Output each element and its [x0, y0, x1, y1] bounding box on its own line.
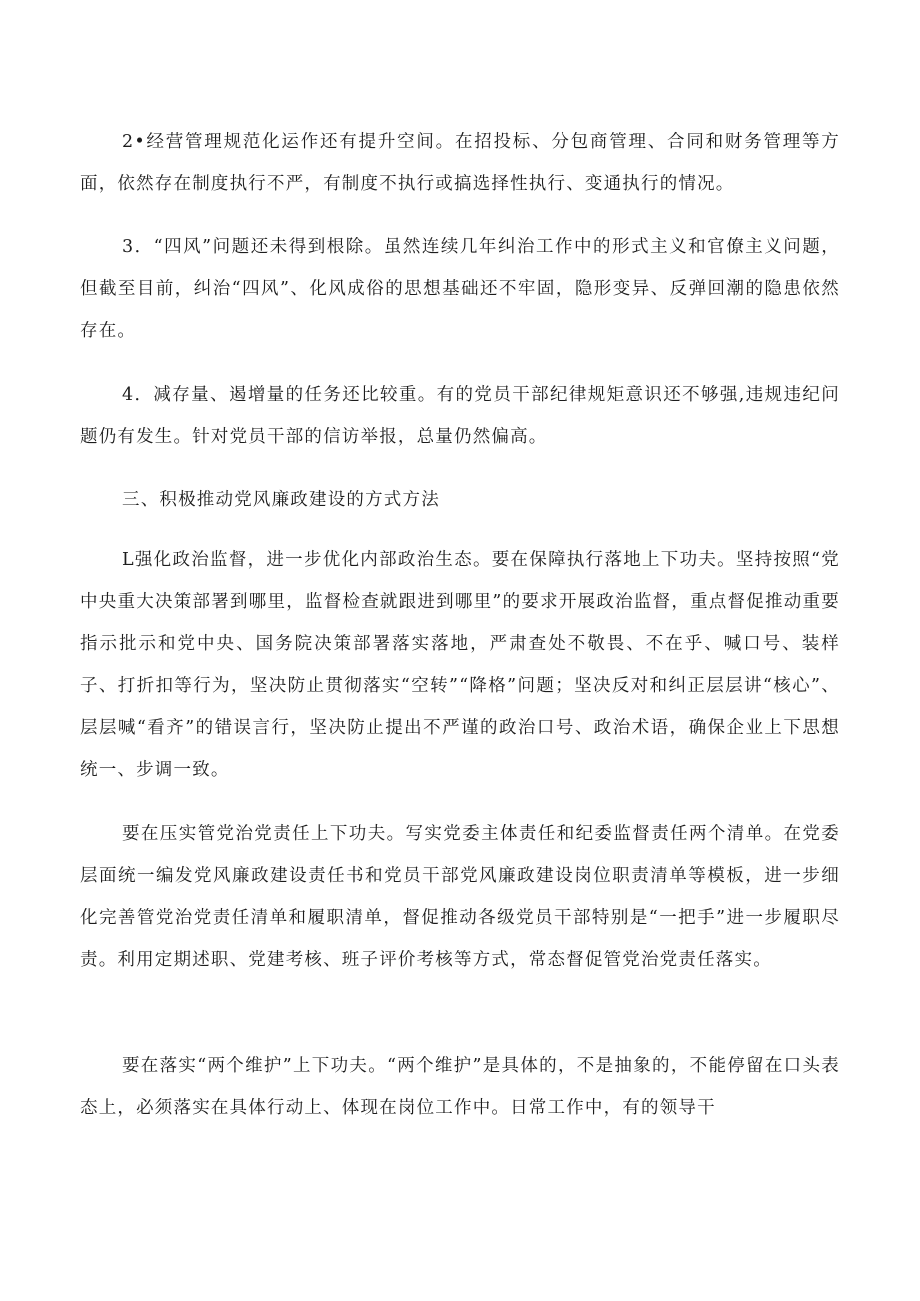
paragraph-political-supervision: L强化政治监督，进一步优化内部政治生态。要在保障执行落地上下功夫。坚持按照“党中央重大决策部署到哪里，监督检查就跟进到哪里”的要求开展政治监督，重点督促推动重要指示批示和党中央、国务院决策部署落实落地，严肃查处不敬畏、不在乎、喊口号、装样子、打折扣等行为，坚决防止贯彻落实“空转”“降格”问题；坚决反对和纠正层层讲“核心”、层层喊“看齐”的错误言行，坚决防止提出不严谨的政治口号、政治术语，确保企业上下思想统一、步调一致。: [80, 550, 840, 780]
paragraph-party-responsibility: 要在压实管党治党责任上下功夫。写实党委主体责任和纪委监督责任两个清单。在党委层面统一编发党风廉政建设责任书和党员干部党风廉政建设岗位职责清单等模板，进一步细化完善管党治党责任清单和履职清单，督促推动各级党员干部特别是“一把手”进一步履职尽责。利用定期述职、党建考核、班子评价考核等方式，常态督促管党治党责任落实。: [80, 824, 840, 970]
paragraph-business-management: 2•经营管理规范化运作还有提升空间。在招投标、分包商管理、合同和财务管理等方面，依然存在制度执行不严，有制度不执行或搞选择性执行、变通执行的情况。: [80, 132, 840, 194]
section-heading-methods: 三、积极推动党风廉政建设的方式方法: [122, 490, 440, 510]
paragraph-reduce-stock: 4．减存量、遏增量的任务还比较重。有的党员干部纪律规矩意识还不够强,违规违纪问题仍有发生。针对党员干部的信访举报，总量仍然偏高。: [80, 385, 840, 447]
paragraph-two-safeguards: 要在落实“两个维护”上下功夫。“两个维护”是具体的，不是抽象的，不能停留在口头表态上，必须落实在具体行动上、体现在岗位工作中。日常工作中，有的领导干: [80, 1056, 840, 1118]
paragraph-four-winds: 3．“四风”问题还未得到根除。虽然连续几年纠治工作中的形式主义和官僚主义问题，但截至目前，纠治“四风”、化风成俗的思想基础还不牢固，隐形变异、反弹回潮的隐患依然存在。: [80, 237, 840, 341]
